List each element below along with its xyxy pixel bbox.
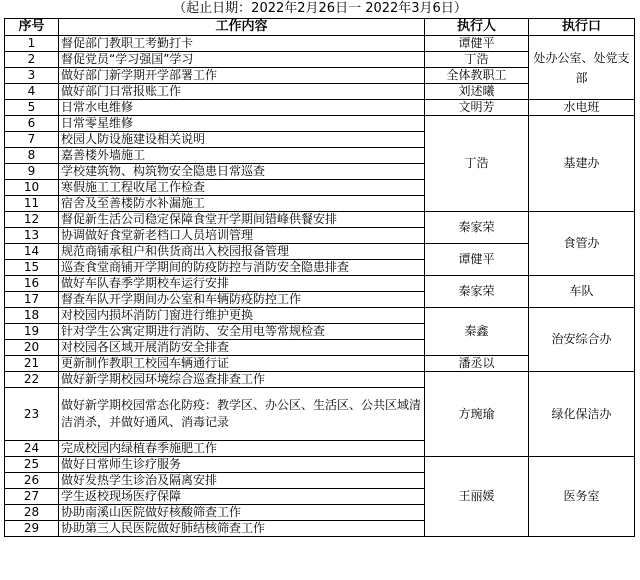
row-number: 8 <box>5 148 59 164</box>
task-cell: 针对学生公寓定期进行消防、安全用电等常规检查 <box>59 324 425 340</box>
table-row <box>5 372 635 388</box>
row-number: 11 <box>5 196 59 212</box>
table-header-row <box>5 19 635 36</box>
person-cell: 方琬瑜 <box>425 372 529 457</box>
row-number: 12 <box>5 212 59 228</box>
table-row <box>5 212 635 228</box>
header-task: 工作内容 <box>59 19 425 36</box>
row-number: 29 <box>5 521 59 537</box>
dept-cell: 绿化保洁办 <box>529 372 635 457</box>
person-cell: 秦家荣 <box>425 212 529 244</box>
task-cell: 督促新生活公司稳定保障食堂开学期间错峰供餐安排 <box>59 212 425 228</box>
row-number: 1 <box>5 36 59 52</box>
row-number: 4 <box>5 84 59 100</box>
row-number: 15 <box>5 260 59 276</box>
row-number: 18 <box>5 308 59 324</box>
person-cell: 刘述曦 <box>425 84 529 100</box>
dept-cell: 治安综合办 <box>529 308 635 372</box>
dept-cell: 食管办 <box>529 212 635 276</box>
person-cell: 谭健平 <box>425 36 529 52</box>
task-cell: 嘉善楼外墙施工 <box>59 148 425 164</box>
task-cell: 宿舍及至善楼防水补漏施工 <box>59 196 425 212</box>
task-cell: 寒假施工工程收尾工作检查 <box>59 180 425 196</box>
row-number: 20 <box>5 340 59 356</box>
row-number: 27 <box>5 489 59 505</box>
task-cell: 学校建筑物、构筑物安全隐患日常巡查 <box>59 164 425 180</box>
person-cell: 文明芳 <box>425 100 529 116</box>
person-cell: 秦鑫 <box>425 308 529 356</box>
row-number: 5 <box>5 100 59 116</box>
person-cell: 秦家荣 <box>425 276 529 308</box>
task-cell: 校园人防设施建设相关说明 <box>59 132 425 148</box>
task-cell: 督促党员“学习强国”学习 <box>59 52 425 68</box>
row-number: 23 <box>5 388 59 441</box>
task-cell: 做好部门新学期开学部署工作 <box>59 68 425 84</box>
dept-cell: 医务室 <box>529 457 635 537</box>
dept-cell: 基建办 <box>529 116 635 212</box>
row-number: 13 <box>5 228 59 244</box>
task-cell: 对校园内损坏消防门窗进行维护更换 <box>59 308 425 324</box>
table-row <box>5 36 635 52</box>
task-cell: 督促部门教职工考勤打卡 <box>59 36 425 52</box>
task-cell: 对校园各区域开展消防安全排查 <box>59 340 425 356</box>
task-cell: 完成校园内绿植春季施肥工作 <box>59 441 425 457</box>
person-cell: 丁浩 <box>425 52 529 68</box>
row-number: 6 <box>5 116 59 132</box>
row-number: 25 <box>5 457 59 473</box>
header-no: 序号 <box>5 19 59 36</box>
dept-cell: 车队 <box>529 276 635 308</box>
row-number: 21 <box>5 356 59 372</box>
task-cell: 日常零星维修 <box>59 116 425 132</box>
table-row <box>5 116 635 132</box>
dept-cell: 水电班 <box>529 100 635 116</box>
person-cell: 王丽媛 <box>425 457 529 537</box>
task-cell: 协调做好食堂新老档口人员培训管理 <box>59 228 425 244</box>
task-cell: 协助南溪山医院做好核酸筛查工作 <box>59 505 425 521</box>
task-cell: 更新制作教职工校园车辆通行证 <box>59 356 425 372</box>
table-row <box>5 100 635 116</box>
table-row <box>5 276 635 292</box>
task-cell: 规范商铺承租户和供货商出入校园报备管理 <box>59 244 425 260</box>
date-range-title: （起止日期：2022年2月26日一 2022年3月6日） <box>173 1 467 16</box>
row-number: 3 <box>5 68 59 84</box>
row-number: 10 <box>5 180 59 196</box>
task-cell: 做好新学期校园环境综合巡查排查工作 <box>59 372 425 388</box>
person-cell: 谭健平 <box>425 244 529 276</box>
row-number: 9 <box>5 164 59 180</box>
table-row <box>5 457 635 473</box>
task-cell: 协助第三人民医院做好肺结核筛查工作 <box>59 521 425 537</box>
row-number: 17 <box>5 292 59 308</box>
task-cell: 学生返校现场医疗保障 <box>59 489 425 505</box>
header-dept: 执行口 <box>529 19 635 36</box>
task-cell: 做好新学期校园常态化防疫：教学区、办公区、生活区、公共区域清洁消杀，并做好通风、消毒记录 <box>59 388 425 441</box>
task-cell: 做好部门日常报账工作 <box>59 84 425 100</box>
header-person: 执行人 <box>425 19 529 36</box>
table-row <box>5 308 635 324</box>
task-cell: 做好车队春季学期校车运行安排 <box>59 276 425 292</box>
task-cell: 做好发热学生诊治及隔离安排 <box>59 473 425 489</box>
row-number: 7 <box>5 132 59 148</box>
task-cell: 做好日常师生诊疗服务 <box>59 457 425 473</box>
dept-cell: 处办公室、处党支部 <box>529 36 635 100</box>
row-number: 14 <box>5 244 59 260</box>
row-number: 24 <box>5 441 59 457</box>
row-number: 19 <box>5 324 59 340</box>
row-number: 2 <box>5 52 59 68</box>
row-number: 22 <box>5 372 59 388</box>
person-cell: 全体教职工 <box>425 68 529 84</box>
row-number: 16 <box>5 276 59 292</box>
row-number: 28 <box>5 505 59 521</box>
row-number: 26 <box>5 473 59 489</box>
work-schedule-table <box>4 18 635 537</box>
person-cell: 丁浩 <box>425 116 529 212</box>
task-cell: 督查车队开学期间办公室和车辆防疫防控工作 <box>59 292 425 308</box>
task-cell: 巡查食堂商铺开学期间的防疫防控与消防安全隐患排查 <box>59 260 425 276</box>
person-cell: 潘丞以 <box>425 356 529 372</box>
task-cell: 日常水电维修 <box>59 100 425 116</box>
